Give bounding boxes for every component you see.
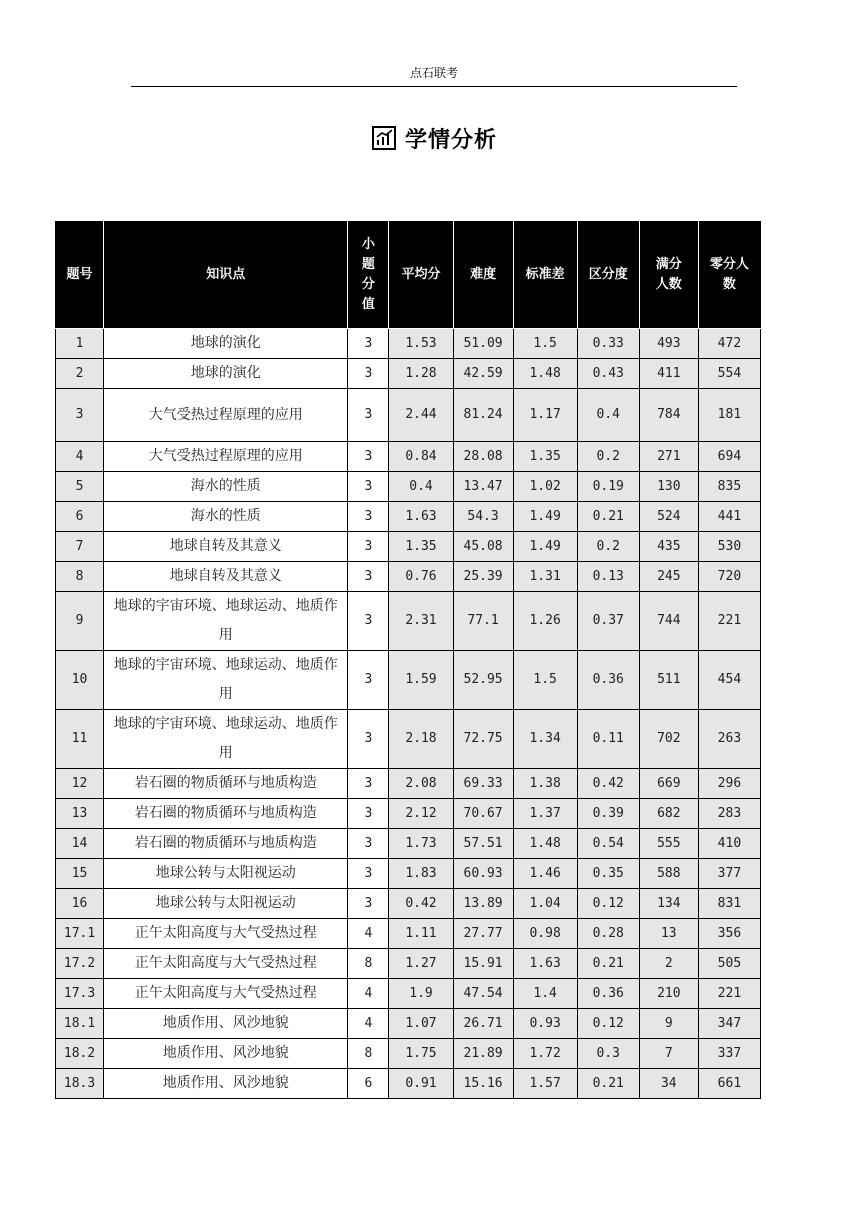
table-cell: 0.76 xyxy=(389,562,453,592)
table-cell: 3 xyxy=(348,889,389,919)
table-cell: 18.3 xyxy=(56,1069,104,1099)
table-cell: 0.35 xyxy=(577,859,639,889)
table-cell: 1.53 xyxy=(389,329,453,359)
table-cell: 1.35 xyxy=(389,532,453,562)
table-cell: 694 xyxy=(698,442,760,472)
table-cell: 3 xyxy=(348,502,389,532)
table-cell: 1.35 xyxy=(513,442,577,472)
table-cell: 454 xyxy=(698,651,760,710)
table-cell: 12 xyxy=(56,769,104,799)
table-cell: 221 xyxy=(698,592,760,651)
table-cell: 0.33 xyxy=(577,329,639,359)
table-cell: 744 xyxy=(639,592,698,651)
table-cell: 27.77 xyxy=(453,919,513,949)
table-cell: 1.46 xyxy=(513,859,577,889)
page-header xyxy=(131,64,737,87)
table-cell: 210 xyxy=(639,979,698,1009)
table-row xyxy=(56,329,761,359)
table-cell: 1.72 xyxy=(513,1039,577,1069)
title-text: 学情分析 xyxy=(404,127,497,153)
table-cell: 0.4 xyxy=(389,472,453,502)
table-cell: 720 xyxy=(698,562,760,592)
table-cell: 181 xyxy=(698,389,760,442)
table-cell: 2.08 xyxy=(389,769,453,799)
table-cell: 57.51 xyxy=(453,829,513,859)
table-cell: 岩石圈的物质循环与地质构造 xyxy=(104,829,348,859)
table-cell: 411 xyxy=(639,359,698,389)
table-cell: 81.24 xyxy=(453,389,513,442)
table-cell: 410 xyxy=(698,829,760,859)
table-cell: 2.18 xyxy=(389,710,453,769)
table-cell: 地质作用、风沙地貌 xyxy=(104,1009,348,1039)
table-cell: 地球的演化 xyxy=(104,359,348,389)
table-cell: 505 xyxy=(698,949,760,979)
table-cell: 8 xyxy=(348,949,389,979)
table-cell: 47.54 xyxy=(453,979,513,1009)
table-cell: 15.16 xyxy=(453,1069,513,1099)
table-cell: 72.75 xyxy=(453,710,513,769)
table-cell: 地质作用、风沙地貌 xyxy=(104,1069,348,1099)
table-row xyxy=(56,829,761,859)
table-cell: 地球公转与太阳视运动 xyxy=(104,859,348,889)
table-row xyxy=(56,502,761,532)
table-cell: 1.63 xyxy=(513,949,577,979)
table-cell: 10 xyxy=(56,651,104,710)
table-cell: 0.4 xyxy=(577,389,639,442)
chart-icon xyxy=(371,125,397,151)
table-cell: 337 xyxy=(698,1039,760,1069)
table-cell: 52.95 xyxy=(453,651,513,710)
table-cell: 3 xyxy=(348,799,389,829)
table-cell: 2 xyxy=(639,949,698,979)
table-cell: 0.2 xyxy=(577,532,639,562)
stats-table xyxy=(55,221,761,1099)
table-row xyxy=(56,442,761,472)
table-cell: 18.2 xyxy=(56,1039,104,1069)
table-cell: 524 xyxy=(639,502,698,532)
table-cell: 3 xyxy=(348,532,389,562)
table-cell: 9 xyxy=(56,592,104,651)
table-cell: 1.27 xyxy=(389,949,453,979)
table-cell: 大气受热过程原理的应用 xyxy=(104,442,348,472)
table-cell: 1.57 xyxy=(513,1069,577,1099)
table-row xyxy=(56,949,761,979)
column-header: 难度 xyxy=(453,222,513,329)
table-cell: 0.43 xyxy=(577,359,639,389)
table-cell: 831 xyxy=(698,889,760,919)
table-cell: 3 xyxy=(348,859,389,889)
table-cell: 3 xyxy=(348,562,389,592)
table-cell: 702 xyxy=(639,710,698,769)
table-cell: 1.04 xyxy=(513,889,577,919)
table-cell: 1.11 xyxy=(389,919,453,949)
table-cell: 784 xyxy=(639,389,698,442)
table-cell: 17.2 xyxy=(56,949,104,979)
table-cell: 42.59 xyxy=(453,359,513,389)
column-header: 平均分 xyxy=(389,222,453,329)
table-cell: 地球的宇宙环境、地球运动、地质作用 xyxy=(104,592,348,651)
table-cell: 0.42 xyxy=(389,889,453,919)
table-cell: 1.02 xyxy=(513,472,577,502)
table-row xyxy=(56,472,761,502)
table-cell: 0.93 xyxy=(513,1009,577,1039)
column-header: 零分人数 xyxy=(698,222,760,329)
table-cell: 221 xyxy=(698,979,760,1009)
table-cell: 1.59 xyxy=(389,651,453,710)
table-cell: 0.36 xyxy=(577,979,639,1009)
table-cell: 347 xyxy=(698,1009,760,1039)
table-cell: 14 xyxy=(56,829,104,859)
table-cell: 0.54 xyxy=(577,829,639,859)
table-cell: 0.12 xyxy=(577,1009,639,1039)
table-cell: 555 xyxy=(639,829,698,859)
table-cell: 13 xyxy=(56,799,104,829)
table-cell: 11 xyxy=(56,710,104,769)
table-cell: 25.39 xyxy=(453,562,513,592)
table-cell: 134 xyxy=(639,889,698,919)
table-cell: 正午太阳高度与大气受热过程 xyxy=(104,979,348,1009)
table-cell: 地球公转与太阳视运动 xyxy=(104,889,348,919)
table-cell: 13.89 xyxy=(453,889,513,919)
table-cell: 472 xyxy=(698,329,760,359)
table-cell: 2 xyxy=(56,359,104,389)
table-cell: 1.31 xyxy=(513,562,577,592)
table-cell: 17.1 xyxy=(56,919,104,949)
table-cell: 682 xyxy=(639,799,698,829)
table-cell: 3 xyxy=(348,592,389,651)
table-cell: 6 xyxy=(348,1069,389,1099)
table-cell: 0.19 xyxy=(577,472,639,502)
table-cell: 54.3 xyxy=(453,502,513,532)
table-cell: 地球的演化 xyxy=(104,329,348,359)
table-cell: 0.37 xyxy=(577,592,639,651)
table-cell: 1.17 xyxy=(513,389,577,442)
table-cell: 2.44 xyxy=(389,389,453,442)
column-header: 题号 xyxy=(56,222,104,329)
table-cell: 1.73 xyxy=(389,829,453,859)
table-cell: 1.75 xyxy=(389,1039,453,1069)
table-cell: 21.89 xyxy=(453,1039,513,1069)
table-cell: 60.93 xyxy=(453,859,513,889)
table-cell: 493 xyxy=(639,329,698,359)
table-cell: 正午太阳高度与大气受热过程 xyxy=(104,919,348,949)
table-header-row xyxy=(56,222,761,329)
table-cell: 3 xyxy=(348,329,389,359)
table-cell: 0.36 xyxy=(577,651,639,710)
table-cell: 1.4 xyxy=(513,979,577,1009)
table-cell: 0.39 xyxy=(577,799,639,829)
table-row xyxy=(56,710,761,769)
table-cell: 17.3 xyxy=(56,979,104,1009)
table-row xyxy=(56,532,761,562)
table-cell: 1.37 xyxy=(513,799,577,829)
table-cell: 18.1 xyxy=(56,1009,104,1039)
table-cell: 1.07 xyxy=(389,1009,453,1039)
table-cell: 77.1 xyxy=(453,592,513,651)
table-cell: 0.12 xyxy=(577,889,639,919)
table-row xyxy=(56,389,761,442)
table-cell: 16 xyxy=(56,889,104,919)
table-cell: 0.2 xyxy=(577,442,639,472)
table-row xyxy=(56,979,761,1009)
table-row xyxy=(56,799,761,829)
table-cell: 1.28 xyxy=(389,359,453,389)
table-cell: 1.5 xyxy=(513,329,577,359)
table-cell: 1.83 xyxy=(389,859,453,889)
table-cell: 3 xyxy=(348,389,389,442)
table-cell: 1.63 xyxy=(389,502,453,532)
table-cell: 0.3 xyxy=(577,1039,639,1069)
table-cell: 3 xyxy=(56,389,104,442)
table-cell: 地球自转及其意义 xyxy=(104,562,348,592)
table-cell: 3 xyxy=(348,769,389,799)
table-cell: 1.48 xyxy=(513,829,577,859)
table-cell: 1.38 xyxy=(513,769,577,799)
table-cell: 283 xyxy=(698,799,760,829)
table-cell: 3 xyxy=(348,829,389,859)
table-cell: 1.9 xyxy=(389,979,453,1009)
table-cell: 3 xyxy=(348,710,389,769)
table-row xyxy=(56,651,761,710)
table-row xyxy=(56,1039,761,1069)
table-cell: 435 xyxy=(639,532,698,562)
table-cell: 441 xyxy=(698,502,760,532)
table-cell: 0.91 xyxy=(389,1069,453,1099)
column-header: 满分人数 xyxy=(639,222,698,329)
column-header: 区分度 xyxy=(577,222,639,329)
table-cell: 296 xyxy=(698,769,760,799)
table-row xyxy=(56,1009,761,1039)
table-cell: 4 xyxy=(348,979,389,1009)
table-cell: 1.49 xyxy=(513,532,577,562)
table-cell: 511 xyxy=(639,651,698,710)
table-cell: 3 xyxy=(348,651,389,710)
table-cell: 海水的性质 xyxy=(104,472,348,502)
table-cell: 8 xyxy=(348,1039,389,1069)
table-row xyxy=(56,769,761,799)
table-cell: 6 xyxy=(56,502,104,532)
table-cell: 271 xyxy=(639,442,698,472)
table-cell: 3 xyxy=(348,442,389,472)
table-cell: 530 xyxy=(698,532,760,562)
table-cell: 28.08 xyxy=(453,442,513,472)
table-row xyxy=(56,562,761,592)
table-cell: 3 xyxy=(348,359,389,389)
table-cell: 26.71 xyxy=(453,1009,513,1039)
table-cell: 0.21 xyxy=(577,949,639,979)
table-cell: 4 xyxy=(348,1009,389,1039)
table-cell: 8 xyxy=(56,562,104,592)
table-cell: 377 xyxy=(698,859,760,889)
table-cell: 263 xyxy=(698,710,760,769)
table-cell: 15.91 xyxy=(453,949,513,979)
table-cell: 2.12 xyxy=(389,799,453,829)
table-cell: 70.67 xyxy=(453,799,513,829)
table-cell: 0.11 xyxy=(577,710,639,769)
table-cell: 1.34 xyxy=(513,710,577,769)
table-cell: 69.33 xyxy=(453,769,513,799)
table-cell: 7 xyxy=(639,1039,698,1069)
table-cell: 岩石圈的物质循环与地质构造 xyxy=(104,799,348,829)
table-cell: 1 xyxy=(56,329,104,359)
table-cell: 15 xyxy=(56,859,104,889)
table-cell: 大气受热过程原理的应用 xyxy=(104,389,348,442)
table-row xyxy=(56,592,761,651)
table-row xyxy=(56,359,761,389)
table-cell: 0.21 xyxy=(577,502,639,532)
table-row xyxy=(56,1069,761,1099)
table-cell: 地球的宇宙环境、地球运动、地质作用 xyxy=(104,710,348,769)
column-header: 知识点 xyxy=(104,222,348,329)
table-cell: 45.08 xyxy=(453,532,513,562)
page-title xyxy=(0,120,868,156)
column-header: 标准差 xyxy=(513,222,577,329)
table-row xyxy=(56,859,761,889)
table-cell: 1.49 xyxy=(513,502,577,532)
table-cell: 0.98 xyxy=(513,919,577,949)
table-cell: 地球自转及其意义 xyxy=(104,532,348,562)
table-row xyxy=(56,889,761,919)
table-cell: 0.13 xyxy=(577,562,639,592)
table-cell: 356 xyxy=(698,919,760,949)
table-cell: 4 xyxy=(348,919,389,949)
table-cell: 岩石圈的物质循环与地质构造 xyxy=(104,769,348,799)
table-cell: 9 xyxy=(639,1009,698,1039)
header-text: 点石联考 xyxy=(409,66,458,80)
table-cell: 地质作用、风沙地貌 xyxy=(104,1039,348,1069)
table-cell: 51.09 xyxy=(453,329,513,359)
table-cell: 3 xyxy=(348,472,389,502)
table-cell: 1.26 xyxy=(513,592,577,651)
table-cell: 835 xyxy=(698,472,760,502)
table-cell: 669 xyxy=(639,769,698,799)
table-cell: 130 xyxy=(639,472,698,502)
table-cell: 地球的宇宙环境、地球运动、地质作用 xyxy=(104,651,348,710)
column-header: 小题分值 xyxy=(348,222,389,329)
table-cell: 13.47 xyxy=(453,472,513,502)
table-cell: 554 xyxy=(698,359,760,389)
table-cell: 海水的性质 xyxy=(104,502,348,532)
table-cell: 2.31 xyxy=(389,592,453,651)
table-cell: 1.48 xyxy=(513,359,577,389)
table-cell: 0.28 xyxy=(577,919,639,949)
table-cell: 0.21 xyxy=(577,1069,639,1099)
table-cell: 34 xyxy=(639,1069,698,1099)
table-cell: 4 xyxy=(56,442,104,472)
table-cell: 661 xyxy=(698,1069,760,1099)
table-row xyxy=(56,919,761,949)
table-cell: 0.84 xyxy=(389,442,453,472)
table-cell: 588 xyxy=(639,859,698,889)
table-cell: 1.5 xyxy=(513,651,577,710)
table-cell: 0.42 xyxy=(577,769,639,799)
table-cell: 245 xyxy=(639,562,698,592)
table-cell: 5 xyxy=(56,472,104,502)
table-cell: 7 xyxy=(56,532,104,562)
table-cell: 正午太阳高度与大气受热过程 xyxy=(104,949,348,979)
table-cell: 13 xyxy=(639,919,698,949)
